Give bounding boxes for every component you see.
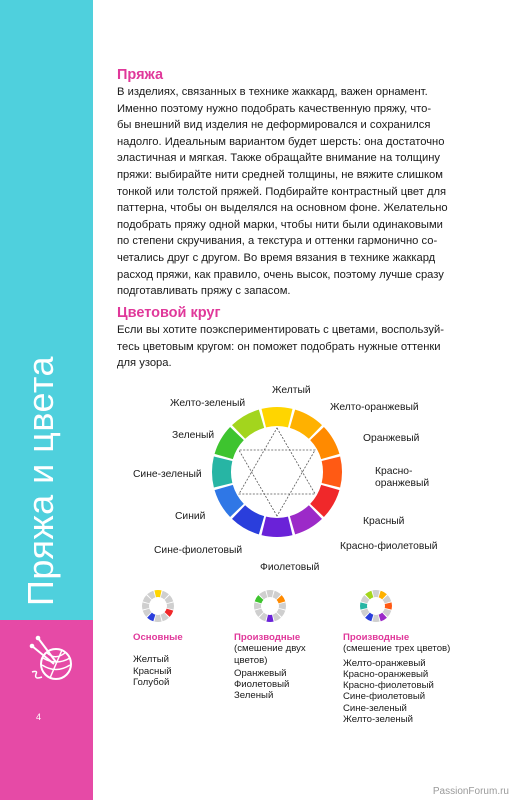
mini-color-wheel-tertiary [358,588,394,624]
yarn-heading: Пряжа [117,67,164,83]
list-item: Красный [133,665,172,677]
list-item: Красно-фиолетовый [343,680,434,692]
list-item: Сине-зеленый [343,702,407,714]
label-blue-violet: Сине-фиолетовый [154,545,243,556]
list-item: Желто-оранжевый [343,657,426,669]
label-violet: Фиолетовый [260,562,320,573]
primary-triangle [239,428,315,494]
paragraph-line: четались друг с другом. Во время вязания в технике жаккард [117,251,436,264]
sidebar-title: Пряжа и цвета [20,356,61,606]
category-title: Производные [234,632,301,643]
wheel-segment-mini [167,602,174,609]
secondary-triangle [239,450,315,516]
category-secondary [234,632,306,702]
wheel-segment-mini [154,590,161,597]
paragraph-line: расход пряжи, как правило, очень высок, поэтому лучше сразу [117,268,444,281]
label-red-orange: Красно- оранжевый [375,466,430,489]
paragraph-line: надолго. Идеальным вариантом будет шерсть: она достаточно [117,135,445,148]
wheel-segment [261,517,292,537]
wheel-segment-mini [372,590,379,597]
list-item: Зеленый [234,690,274,702]
category-primary [133,632,183,688]
list-item: Оранжевый [234,667,287,679]
category-subtitle: (смешение двух цветов) [234,643,306,666]
watermark: PassionForum.ru [432,786,509,797]
label-yellow-green: Желто-зеленый [170,398,246,409]
list-item: Красно-оранжевый [343,668,429,680]
wheel-segment-mini [142,602,149,609]
paragraph-line: подготавливать пряжу с запасом. [117,285,291,298]
paragraph-line: пряжи: выбирайте нити средней толщины, не вяжите слишком [117,168,443,181]
paragraph-line: эластичная и мягкая. Также обращайте внимание на толщину [117,152,441,165]
mini-color-wheel-secondary [252,588,288,624]
mini-color-wheel-primary [140,588,176,624]
paragraph-line: бы внешний вид изделия не деформировался и сохранился [117,119,431,132]
wheel-segment-mini [360,602,367,609]
category-subtitle: (смешение трех цветов) [343,643,451,655]
category-title: Производные [343,632,410,643]
paragraph-line: Именно поэтому нужно подобрать качественную пряжу, что- [117,102,432,115]
wheel-segment [322,456,342,487]
label-blue: Синий [175,511,206,522]
category-tertiary [343,632,450,725]
label-red-violet: Красно-фиолетовый [340,541,438,552]
category-list [133,654,183,688]
wheel-segment-mini [279,602,286,609]
label-yellow: Желтый [272,385,311,396]
list-item: Сине-фиолетовый [343,691,426,703]
paragraph-line: тонкой или толстой пряжей. Подбирайте контрастный цвет для [117,185,447,198]
label-orange: Оранжевый [363,433,420,444]
wheel-segment-mini [154,615,161,622]
wheel-segment [261,407,292,427]
category-title: Основные [133,632,183,643]
paragraph-line: для узора. [117,357,172,370]
paragraph-line: подобрать пряжу одной марки, чтобы нити были одинаковыми [117,218,443,231]
paragraph-line: Если вы хотите поэкспериментировать с цветами, воспользуй- [117,324,444,336]
list-item: Голубой [133,676,170,688]
wheel-segment-mini [254,602,261,609]
paragraph-line: по степени скручивания, а текстура и оттенки гармонично со- [117,235,438,248]
wheel-segment-mini [266,590,273,597]
wheel-segment-mini [372,615,379,622]
wheel-segment [212,456,232,487]
list-item: Фиолетовый [234,679,290,691]
color-wheel-heading: Цветовой круг [117,305,221,321]
paragraph-line: паттерна, чтобы он выделялся на основном фоне. Желательно [117,202,448,215]
label-yellow-orange: Желто-оранжевый [330,402,419,413]
list-item: Желто-зеленый [343,714,413,726]
wheel-segment-mini [385,602,392,609]
paragraph-line: тесь цветовым кругом: он поможет подобрать нужные оттенки [117,340,441,353]
label-green: Зеленый [172,430,215,441]
paragraph-line: В изделиях, связанных в технике жаккард, важен орнамент. [117,86,428,98]
page-number: 4 [36,712,42,722]
list-item: Желтый [133,654,170,666]
category-list [343,658,450,726]
category-list [234,668,306,702]
label-red: Красный [363,516,405,527]
label-blue-green: Сине-зеленый [133,469,202,480]
wheel-segment-mini [266,615,273,622]
